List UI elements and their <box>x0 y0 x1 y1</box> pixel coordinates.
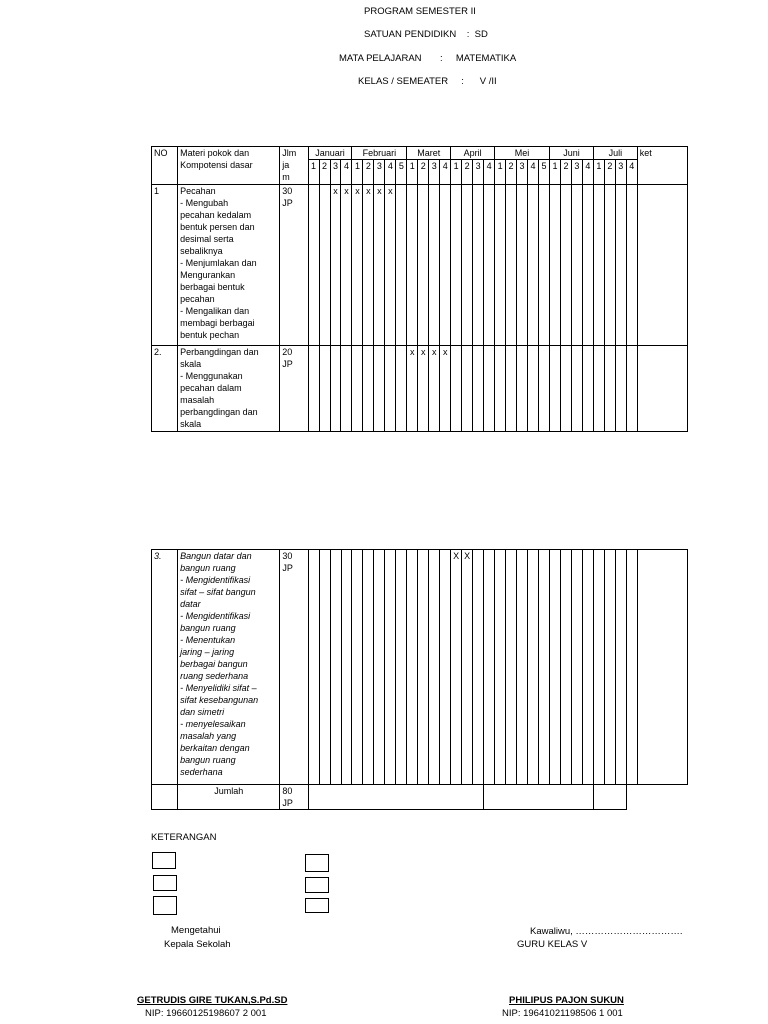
materi-line: - Menyelidiki sifat – <box>180 683 257 693</box>
materi-line: pecahan kedalam <box>180 210 252 220</box>
jp-cell <box>280 185 308 346</box>
week-cell <box>308 185 319 346</box>
week-mark: X <box>462 550 473 785</box>
week-number: 3 <box>374 160 385 185</box>
week-cell <box>374 550 385 785</box>
week-cell <box>352 550 363 785</box>
header-ket: ket <box>637 147 687 185</box>
materi-line: membagi berbagai <box>180 318 255 328</box>
table-row <box>152 550 688 785</box>
week-cell <box>330 346 341 432</box>
week-number: 1 <box>550 160 561 185</box>
materi-line: bangun ruang <box>180 623 236 633</box>
materi-line: Mengurankan <box>180 270 236 280</box>
materi-line: - menyelesaikan <box>180 719 246 729</box>
materi-line: bangun ruang <box>180 563 236 573</box>
header-jlm-line: Jlm <box>282 148 297 158</box>
week-cell <box>582 346 593 432</box>
week-cell <box>604 550 615 785</box>
week-cell <box>527 550 538 785</box>
materi-cell <box>178 550 280 785</box>
week-cell <box>560 550 571 785</box>
header-no: NO <box>152 147 178 185</box>
keterangan-label: KETERANGAN <box>151 832 217 843</box>
materi-line: sebaliknya <box>180 246 223 256</box>
week-cell <box>385 550 396 785</box>
week-number: 4 <box>626 160 637 185</box>
materi-line: jaring – jaring <box>180 647 235 657</box>
schedule-table-2 <box>151 549 688 810</box>
month-header: Februari <box>352 147 407 160</box>
week-number: 2 <box>462 160 473 185</box>
jp-value: 30 <box>282 551 293 561</box>
week-number: 1 <box>407 160 418 185</box>
materi-line: berbagai bangun <box>180 659 248 669</box>
jp-cell <box>280 346 308 432</box>
week-number: 4 <box>341 160 352 185</box>
week-cell <box>484 185 495 346</box>
week-cell <box>319 185 330 346</box>
header-jlm-line: m <box>282 172 290 182</box>
week-number: 5 <box>396 160 407 185</box>
week-number: 3 <box>429 160 440 185</box>
week-number: 2 <box>560 160 571 185</box>
document-title: PROGRAM SEMESTER II <box>364 6 476 17</box>
week-cell <box>626 346 637 432</box>
header-materi-line: Materi pokok dan <box>180 148 250 158</box>
month-header: Juni <box>550 147 594 160</box>
week-cell <box>582 185 593 346</box>
week-cell <box>550 346 561 432</box>
total-span <box>593 785 626 810</box>
week-cell <box>308 346 319 432</box>
week-cell <box>319 346 330 432</box>
signature-left-caption: Mengetahui <box>171 925 221 936</box>
row-number: 3. <box>152 550 178 785</box>
materi-line: pecahan dalam <box>180 383 242 393</box>
header-materi-line: Kompotensi dasar <box>180 160 253 170</box>
ket-cell <box>637 550 687 785</box>
month-header: April <box>451 147 495 160</box>
week-number: 1 <box>495 160 506 185</box>
legend-box <box>305 898 329 913</box>
week-cell <box>626 550 637 785</box>
signature-right-name: PHILIPUS PAJON SUKUN <box>509 995 624 1006</box>
jp-value: 30 <box>282 186 293 196</box>
week-cell <box>626 185 637 346</box>
week-cell <box>363 550 374 785</box>
week-mark: x <box>330 185 341 346</box>
materi-line: dan simetri <box>180 707 225 717</box>
week-cell <box>571 550 582 785</box>
header-row <box>152 147 688 160</box>
week-mark: x <box>407 346 418 432</box>
week-cell <box>615 346 626 432</box>
week-cell <box>462 185 473 346</box>
week-cell <box>582 550 593 785</box>
ket-cell <box>637 185 687 346</box>
week-mark: x <box>385 185 396 346</box>
week-number: 2 <box>319 160 330 185</box>
week-number: 4 <box>385 160 396 185</box>
week-number: 4 <box>440 160 451 185</box>
week-mark: X <box>451 550 462 785</box>
week-cell <box>429 185 440 346</box>
week-number: 3 <box>615 160 626 185</box>
header-jlm-line: ja <box>282 160 290 170</box>
signature-right-nip: NIP: 19641021198506 1 001 <box>502 1008 623 1019</box>
materi-line: - Mengubah <box>180 198 229 208</box>
row-number: 1 <box>152 185 178 346</box>
week-number: 2 <box>418 160 429 185</box>
total-label: Jumlah <box>178 785 280 810</box>
week-cell <box>473 346 484 432</box>
materi-line: berbagai bentuk <box>180 282 245 292</box>
school-unit-line: SATUAN PENDIDIKN : SD <box>364 29 488 40</box>
week-cell <box>528 346 539 432</box>
week-cell <box>517 346 528 432</box>
week-cell <box>571 185 582 346</box>
week-cell <box>615 185 626 346</box>
materi-line: Bangun datar dan <box>180 551 252 561</box>
week-cell <box>396 346 407 432</box>
materi-line: bentuk persen dan <box>180 222 255 232</box>
week-number: 3 <box>330 160 341 185</box>
week-cell <box>593 550 604 785</box>
materi-line: perbangdingan dan <box>180 407 258 417</box>
materi-line: - Mengalikan dan <box>180 306 250 316</box>
total-empty <box>152 785 178 810</box>
signature-left-name: GETRUDIS GIRE TUKAN,S.Pd.SD <box>137 995 288 1006</box>
header-materi <box>178 147 280 185</box>
materi-line: - Menjumlakan dan <box>180 258 257 268</box>
week-cell <box>495 550 506 785</box>
week-cell <box>440 185 451 346</box>
week-cell <box>385 346 396 432</box>
week-cell <box>495 185 506 346</box>
week-number: 2 <box>506 160 517 185</box>
week-mark: x <box>374 185 385 346</box>
materi-line: sifat – sifat bangun <box>180 587 256 597</box>
week-cell <box>407 185 418 346</box>
month-header: Januari <box>308 147 352 160</box>
week-cell <box>495 346 506 432</box>
table-row <box>152 185 688 346</box>
week-cell <box>571 346 582 432</box>
week-cell <box>550 185 561 346</box>
jp-cell <box>280 550 308 785</box>
week-cell <box>538 185 549 346</box>
materi-line: berkaitan dengan <box>180 743 250 753</box>
week-number: 3 <box>571 160 582 185</box>
week-number: 4 <box>528 160 539 185</box>
week-number: 1 <box>451 160 462 185</box>
week-cell <box>506 550 517 785</box>
materi-line: ruang sederhana <box>180 671 249 681</box>
total-span <box>308 785 484 810</box>
week-cell <box>517 185 528 346</box>
week-cell <box>538 550 549 785</box>
total-row <box>152 785 688 810</box>
materi-line: skala <box>180 419 202 429</box>
class-line: KELAS / SEMEATER : V /II <box>358 76 497 87</box>
week-mark: x <box>341 185 352 346</box>
materi-cell <box>178 346 280 432</box>
signature-right-place-date: Kawaliwu, ……………………………. <box>530 926 683 937</box>
week-cell <box>418 550 429 785</box>
week-cell <box>396 550 407 785</box>
week-cell <box>484 346 495 432</box>
week-mark: x <box>418 346 429 432</box>
total-value: 80 <box>282 786 293 796</box>
materi-line: Perbangdingan dan <box>180 347 259 357</box>
week-cell <box>319 550 330 785</box>
week-number: 5 <box>538 160 549 185</box>
week-cell <box>341 550 352 785</box>
week-cell <box>538 346 549 432</box>
materi-line: skala <box>180 359 202 369</box>
total-unit: JP <box>282 798 293 808</box>
row-number: 2. <box>152 346 178 432</box>
week-cell <box>473 550 484 785</box>
jp-unit: JP <box>282 359 293 369</box>
ket-cell <box>637 346 687 432</box>
signature-left-role: Kepala Sekolah <box>164 939 231 950</box>
month-header: Juli <box>593 147 637 160</box>
week-mark: x <box>429 346 440 432</box>
signature-left-nip: NIP: 19660125198607 2 001 <box>145 1008 267 1019</box>
materi-line: Pecahan <box>180 186 216 196</box>
materi-line: masalah <box>180 395 215 405</box>
week-number: 2 <box>604 160 615 185</box>
week-cell <box>341 346 352 432</box>
week-cell <box>396 185 407 346</box>
materi-line: - Menentukan <box>180 635 236 645</box>
week-cell <box>593 346 604 432</box>
table-row <box>152 346 688 432</box>
week-cell <box>462 346 473 432</box>
week-cell <box>451 346 462 432</box>
legend-box <box>152 852 176 869</box>
week-cell <box>506 346 517 432</box>
legend-box <box>153 896 177 915</box>
week-number: 3 <box>517 160 528 185</box>
week-cell <box>429 550 440 785</box>
materi-line: bangun ruang <box>180 755 236 765</box>
materi-line: masalah yang <box>180 731 237 741</box>
week-cell <box>506 185 517 346</box>
total-jp <box>280 785 308 810</box>
week-cell <box>352 346 363 432</box>
month-header: Mei <box>495 147 550 160</box>
week-number: 3 <box>473 160 484 185</box>
week-number: 4 <box>582 160 593 185</box>
materi-line: datar <box>180 599 201 609</box>
week-cell <box>560 185 571 346</box>
week-cell <box>374 346 385 432</box>
week-cell <box>418 185 429 346</box>
week-cell <box>549 550 560 785</box>
materi-line: - Menggunakan <box>180 371 243 381</box>
legend-box <box>305 854 329 872</box>
week-number: 2 <box>363 160 374 185</box>
week-cell <box>407 550 418 785</box>
week-cell <box>604 346 615 432</box>
week-number: 4 <box>484 160 495 185</box>
jp-value: 20 <box>282 347 293 357</box>
week-cell <box>308 550 319 785</box>
materi-cell <box>178 185 280 346</box>
week-cell <box>517 550 528 785</box>
week-cell <box>560 346 571 432</box>
week-cell <box>484 550 495 785</box>
week-cell <box>451 185 462 346</box>
week-mark: x <box>440 346 451 432</box>
jp-unit: JP <box>282 563 293 573</box>
header-jlm <box>280 147 308 185</box>
week-cell <box>615 550 626 785</box>
week-cell <box>330 550 341 785</box>
materi-line: desimal serta <box>180 234 234 244</box>
week-cell <box>440 550 451 785</box>
week-number: 1 <box>308 160 319 185</box>
week-cell <box>528 185 539 346</box>
materi-line: - Mengidentifikasi <box>180 611 251 621</box>
week-cell <box>593 185 604 346</box>
week-number: 1 <box>593 160 604 185</box>
week-mark: x <box>363 185 374 346</box>
materi-line: sederhana <box>180 767 223 777</box>
subject-line: MATA PELAJARAN : MATEMATIKA <box>339 53 517 64</box>
week-mark: x <box>352 185 363 346</box>
materi-line: bentuk pechan <box>180 330 240 340</box>
legend-box <box>153 875 177 891</box>
total-span <box>484 785 594 810</box>
materi-line: pecahan <box>180 294 215 304</box>
week-cell <box>363 346 374 432</box>
legend-box <box>305 877 329 893</box>
week-cell <box>604 185 615 346</box>
materi-line: sifat kesebangunan <box>180 695 259 705</box>
month-header: Maret <box>407 147 451 160</box>
jp-unit: JP <box>282 198 293 208</box>
signature-right-role: GURU KELAS V <box>517 939 588 950</box>
week-number: 1 <box>352 160 363 185</box>
schedule-table-1 <box>151 146 688 432</box>
week-cell <box>473 185 484 346</box>
materi-line: - Mengidentifikasi <box>180 575 251 585</box>
